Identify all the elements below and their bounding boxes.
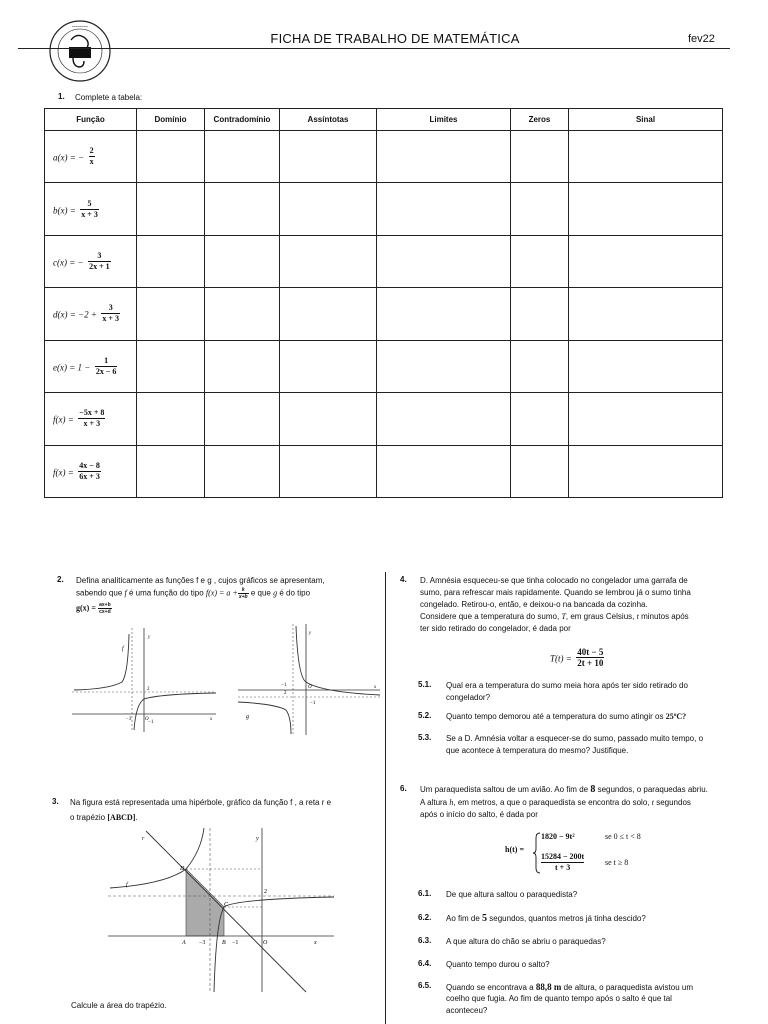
answer-cell[interactable]	[377, 131, 511, 183]
answer-cell[interactable]	[511, 288, 569, 340]
answer-cell[interactable]	[205, 183, 280, 235]
q3-line2: o trapézio [ABCD].	[70, 813, 138, 822]
q4-sub1-line2: congelador?	[446, 693, 491, 702]
q6-sub5-line1: Quando se encontrava a 88,8 m de altura, o paraquedista avistou um	[446, 982, 694, 992]
q2-f-def: f(x) = a +	[205, 588, 238, 598]
table-row	[45, 183, 723, 235]
svg-text:B: B	[222, 940, 226, 946]
worksheet-title: FICHA DE TRABALHO DE MATEMÁTICA	[270, 31, 520, 46]
q3-number: 3.	[52, 797, 59, 806]
q2-k-fraction: $\frac{k}{x+b}$	[238, 587, 248, 600]
q4-line4: Considere que a temperatura do sumo, T, em graus Celsius, t minutos após	[420, 612, 689, 621]
answer-cell[interactable]	[569, 393, 723, 445]
q6-sub3-number: 6.3.	[418, 936, 432, 945]
answer-cell[interactable]	[280, 445, 377, 497]
function-lhs: c(x) = −	[53, 257, 84, 268]
q4-line5: ter sido retirado do congelador, é dada por	[420, 624, 571, 633]
q6-sub4-text: Quanto tempo durou o salto?	[446, 960, 550, 969]
col-header-limites: Limites	[377, 109, 511, 131]
q3-f-label: f	[126, 882, 128, 888]
q4-sub2-number: 5.2.	[418, 711, 432, 720]
q3-line1: Na figura está representada uma hipérbole, gráfico da função f , a reta r e	[70, 798, 332, 807]
q2-graph-f	[70, 624, 218, 734]
q2-number: 2.	[57, 575, 64, 584]
q2-line2d: e que	[250, 588, 271, 598]
answer-cell[interactable]	[137, 131, 205, 183]
q4-line2: sumo, para refrescar mais rapidamente. Quando se lembrou já o sumo tinha	[420, 588, 691, 597]
col-header-contradominio: Contradomínio	[205, 109, 280, 131]
svg-text:C: C	[224, 902, 229, 908]
answer-cell[interactable]	[137, 288, 205, 340]
q4-sub3-number: 5.3.	[418, 733, 432, 742]
svg-text:O: O	[263, 940, 268, 946]
table-row	[45, 131, 723, 183]
answer-cell[interactable]	[205, 340, 280, 392]
answer-cell[interactable]	[377, 183, 511, 235]
q2-graph-g	[236, 622, 382, 737]
answer-cell[interactable]	[511, 393, 569, 445]
answer-cell[interactable]	[205, 393, 280, 445]
answer-cell[interactable]	[569, 235, 723, 287]
q6-sub2-text: Ao fim de 5 segundos, quantos metros já tinha descido?	[446, 913, 646, 924]
q6-sub5-number: 6.5.	[418, 981, 432, 990]
q4-sub1-line1: Qual era a temperatura do sumo meia hora após ter sido retirado do	[446, 681, 688, 690]
function-fraction: $\frac{1}{2x - 6}$	[95, 355, 117, 376]
svg-text:y: y	[256, 836, 259, 842]
answer-cell[interactable]	[137, 183, 205, 235]
col-header-funcao: Função	[45, 109, 137, 131]
q4-line3: congelado. Retirou-o, então, e deixou-o na bancada da cozinha.	[420, 600, 648, 609]
svg-text:x: x	[374, 685, 377, 690]
answer-cell[interactable]	[280, 235, 377, 287]
function-lhs: b(x) =	[53, 205, 76, 216]
svg-text:x: x	[314, 940, 317, 946]
function-lhs: f(x) =	[53, 467, 74, 478]
q3-figure	[106, 826, 336, 994]
function-lhs: f(x) =	[53, 415, 74, 426]
q6-sub3-text: A que altura do chão se abriu o paraquedas?	[446, 937, 606, 946]
answer-cell[interactable]	[280, 340, 377, 392]
svg-text:−1: −1	[148, 720, 154, 725]
svg-text:x: x	[210, 717, 213, 722]
function-cell	[45, 288, 137, 340]
function-cell	[45, 183, 137, 235]
q4-line1: D. Amnésia esqueceu-se que tinha colocado no congelador uma garrafa de	[420, 576, 688, 585]
q2-f-symbol: f	[124, 588, 127, 598]
svg-text:2: 2	[147, 687, 150, 692]
function-fraction: $\frac{3}{2x + 1}$	[89, 251, 110, 272]
q2-g-def: g(x) = $\frac{ax+b}{cx+d}$	[76, 602, 111, 615]
svg-text:−3: −3	[199, 940, 206, 946]
q3-footer: Calcule a área do trapézio.	[71, 1001, 167, 1010]
svg-text:O: O	[308, 685, 312, 690]
header-rule	[18, 48, 730, 49]
svg-text:D: D	[180, 866, 185, 872]
q6-sub4-number: 6.4.	[418, 959, 432, 968]
col-header-zeros: Zeros	[511, 109, 569, 131]
table-row	[45, 445, 723, 497]
answer-cell[interactable]	[569, 445, 723, 497]
q6-piecewise: h(t) = 1820 − 9t² 15284 − 200t t + 3 se 0 ≤ t < 8 se t ≥ 8	[505, 832, 641, 872]
q6-line3: após o início do salto, é dada por	[420, 810, 538, 819]
answer-cell[interactable]	[511, 235, 569, 287]
answer-cell[interactable]	[377, 393, 511, 445]
svg-text:−1: −1	[281, 683, 287, 688]
q6-line2: A altura h, em metros, a que o paraquedista se encontra do solo, t segundos	[420, 798, 691, 807]
answer-cell[interactable]	[205, 445, 280, 497]
answer-cell[interactable]	[137, 235, 205, 287]
answer-cell[interactable]	[205, 131, 280, 183]
q6-number: 6.	[400, 784, 407, 793]
q2-line2a: sabendo que	[76, 588, 123, 598]
answer-cell[interactable]	[137, 340, 205, 392]
col-header-dominio: Domínio	[137, 109, 205, 131]
answer-cell[interactable]	[569, 340, 723, 392]
q4-number: 4.	[400, 575, 407, 584]
answer-cell[interactable]	[205, 288, 280, 340]
svg-text:y: y	[309, 631, 312, 636]
functions-table	[44, 108, 723, 498]
function-fraction: $\frac{3}{x + 3}$	[102, 303, 119, 324]
table-row	[45, 393, 723, 445]
q6-sub1-number: 6.1.	[418, 889, 432, 898]
q2-line2b: é uma função do tipo	[128, 588, 204, 598]
answer-cell[interactable]	[280, 183, 377, 235]
q4-formula: T(t) = $\frac{40t - 5}{2t + 10}$	[550, 647, 604, 668]
svg-text:−1: −1	[232, 940, 239, 946]
q2-line2e: é do tipo	[279, 588, 311, 598]
table-row	[45, 288, 723, 340]
answer-cell[interactable]	[377, 340, 511, 392]
function-fraction: $\frac{5}{x + 3}$	[81, 198, 98, 219]
answer-cell[interactable]	[569, 131, 723, 183]
col-header-sinal: Sinal	[569, 109, 723, 131]
function-lhs: d(x) = −2 +	[53, 310, 97, 321]
answer-cell[interactable]	[377, 445, 511, 497]
q1-number: 1.	[58, 92, 65, 101]
q6-sub2-number: 6.2.	[418, 913, 432, 922]
function-cell	[45, 131, 137, 183]
column-divider	[385, 572, 386, 1024]
svg-text:y: y	[148, 635, 151, 640]
answer-cell[interactable]	[280, 131, 377, 183]
svg-text:2: 2	[264, 889, 267, 895]
answer-cell[interactable]	[137, 393, 205, 445]
function-lhs: e(x) = 1 −	[53, 362, 91, 373]
table-row	[45, 340, 723, 392]
svg-text:O: O	[145, 717, 149, 722]
answer-cell[interactable]	[511, 131, 569, 183]
answer-cell[interactable]	[511, 183, 569, 235]
answer-cell[interactable]	[569, 183, 723, 235]
function-fraction: $\frac{2}{x}$	[89, 146, 94, 167]
q4-sub1-number: 5.1.	[418, 680, 432, 689]
svg-text:−3: −3	[126, 717, 132, 722]
answer-cell[interactable]	[137, 445, 205, 497]
col-header-assintotas: Assíntotas	[280, 109, 377, 131]
function-fraction: $\frac{-5x + 8}{x + 3}$	[79, 408, 105, 429]
function-lhs: a(x) = −	[53, 152, 85, 163]
q6-sub5-line2: coelho que fugia. Ao fim de quanto tempo após o salto é que tal	[446, 994, 672, 1003]
q1-text: Complete a tabela:	[75, 93, 143, 102]
q2-g-label: g	[246, 714, 249, 720]
answer-cell[interactable]	[511, 340, 569, 392]
table-row	[45, 235, 723, 287]
svg-text:−1: −1	[310, 701, 316, 706]
svg-text:2: 2	[284, 691, 287, 696]
q3-abcd: [ABCD]	[107, 813, 136, 822]
q4-sub2-line1: Quanto tempo demorou até a temperatura do sumo atingir os 25ºC?	[446, 712, 687, 721]
q6-line1: Um paraquedista saltou de um avião. Ao fim de 8 segundos, o paraquedas abriu.	[420, 784, 708, 795]
function-cell	[45, 340, 137, 392]
answer-cell[interactable]	[511, 445, 569, 497]
q2-g-symbol: g	[273, 588, 278, 598]
answer-cell[interactable]	[280, 288, 377, 340]
answer-cell[interactable]	[377, 235, 511, 287]
school-logo	[49, 20, 111, 82]
answer-cell[interactable]	[280, 393, 377, 445]
q4-sub3-line2: que acontece à temperatura do mesmo? Justifique.	[446, 746, 629, 755]
worksheet-date: fev22	[688, 33, 715, 45]
table-header-row	[45, 109, 723, 131]
answer-cell[interactable]	[377, 288, 511, 340]
function-cell	[45, 235, 137, 287]
answer-cell[interactable]	[205, 235, 280, 287]
q3-r-label: r	[142, 836, 145, 842]
svg-text:A: A	[182, 940, 186, 946]
function-fraction: $\frac{4x - 8}{6x + 3}$	[79, 460, 100, 481]
q6-sub1-text: De que altura saltou o paraquedista?	[446, 890, 578, 899]
q2-line2	[76, 587, 310, 600]
function-cell	[45, 393, 137, 445]
function-cell	[45, 445, 137, 497]
q6-sub5-line3: aconteceu?	[446, 1006, 488, 1015]
q2-line1: Defina analiticamente as funções f e g , cujos gráficos se apresentam,	[76, 576, 325, 585]
q2-f-label: f	[122, 646, 124, 652]
svg-text:• • • • • • • •: • • • • • • • •	[72, 24, 88, 29]
answer-cell[interactable]	[569, 288, 723, 340]
q4-sub3-line1: Se a D. Amnésia voltar a esquecer-se do sumo, passado muito tempo, o	[446, 734, 704, 743]
